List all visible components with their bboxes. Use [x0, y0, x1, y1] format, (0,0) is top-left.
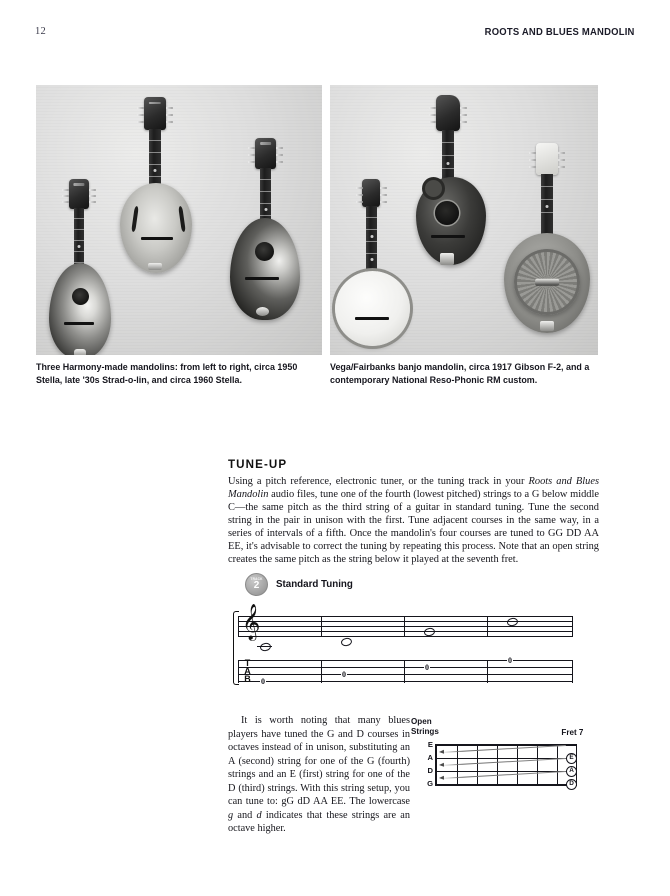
tab-note-string2: 0 — [425, 663, 429, 672]
tuneup-heading: TUNE-UP — [228, 458, 288, 471]
fret-line-6 — [557, 745, 558, 785]
track-title: Standard Tuning — [276, 579, 353, 590]
arrow-d-to-open — [440, 771, 566, 779]
figure-caption-left: Three Harmony-made mandolins: from left to right, circa 1950 Stella, late '30s Strad-o-lin, and circa 1960 Stella. — [36, 362, 298, 387]
fret7-note-e: E — [566, 753, 577, 764]
fret7-label: Fret 7 — [560, 727, 583, 737]
mandolins-photo — [36, 85, 322, 355]
fret-line-4 — [517, 745, 518, 785]
tab-note-string1: 0 — [508, 656, 512, 665]
string-name-e: E — [427, 740, 433, 749]
open-strings-label-line1: Open — [411, 716, 432, 726]
fretboard-nut — [435, 744, 437, 786]
tab-note-string4: 0 — [261, 677, 265, 686]
track-word: TRACK — [250, 577, 263, 582]
fretboard-diagram — [411, 716, 583, 792]
music-notation — [233, 604, 573, 690]
arrow-e-to-open — [440, 745, 566, 753]
whole-note-d — [340, 637, 352, 647]
open-strings-label — [411, 716, 439, 736]
string-name-g: G — [427, 779, 433, 788]
page-number: 12 — [35, 26, 46, 37]
fret-line-7 — [576, 745, 577, 785]
string-name-d: D — [427, 766, 433, 775]
fret7-note-d: D — [566, 779, 577, 790]
tuneup-body: Using a pitch reference, electronic tuner, or the tuning track in your Roots and Blues Mandolin audio files, tune one of the fourth (lowest pitched) strings to a G below middle C—the same pitch as the third string of a guitar in standard tuning. Tune the second string in the pair in unison with the first. Tune adjacent courses in the same way, in a series of intervals of a fifth. Once the mandolin's four courses are tuned to GG DD AA EE, it's advisable to correct the tuning by repeating this process. Note that an open string creates the same pitch as the string below it played at the seventh fret. — [228, 476, 600, 566]
tablature-staff — [238, 656, 573, 686]
fret-line-3 — [497, 745, 498, 785]
string-name-column — [419, 740, 433, 788]
fret-line-5 — [537, 745, 538, 785]
book-title: ROOTS AND BLUES MANDOLIN — [485, 26, 635, 38]
fret-line-2 — [477, 745, 478, 785]
banjo-mandolin-photo — [330, 85, 598, 355]
track-row — [245, 573, 358, 596]
open-strings-label-line2: Strings — [411, 726, 439, 736]
tab-clef-icon: T A B — [244, 658, 250, 684]
running-head — [35, 26, 635, 42]
track-number: 2 — [253, 579, 260, 591]
arrow-a-to-open — [440, 758, 566, 766]
treble-clef-icon: 𝄞 — [242, 604, 261, 640]
string-name-a: A — [427, 753, 433, 762]
figure-caption-right: Vega/Fairbanks banjo mandolin, circa 1917 Gibson F-2, and a contemporary National Reso-Phonic RM custom. — [330, 362, 590, 387]
tab-note-string3: 0 — [342, 670, 346, 679]
fret7-note-a: A — [566, 766, 577, 777]
lower-body-text: It is worth noting that many blues players have tuned the G and D courses in octaves instead of in unison, substituting an A (second) string for one of the G (fourth) strings and an E (first) string for one of the D (third) strings. With this string setup, you can tune to: gG dD AA EE. The lowercase g and d indicates that these strings are an octave higher. — [228, 715, 411, 834]
standard-notation-staff — [238, 604, 573, 640]
whole-note-g — [259, 642, 271, 652]
string-line-g — [437, 784, 577, 785]
fretboard-grid — [437, 744, 577, 786]
audio-track-badge-icon[interactable] — [245, 573, 268, 596]
